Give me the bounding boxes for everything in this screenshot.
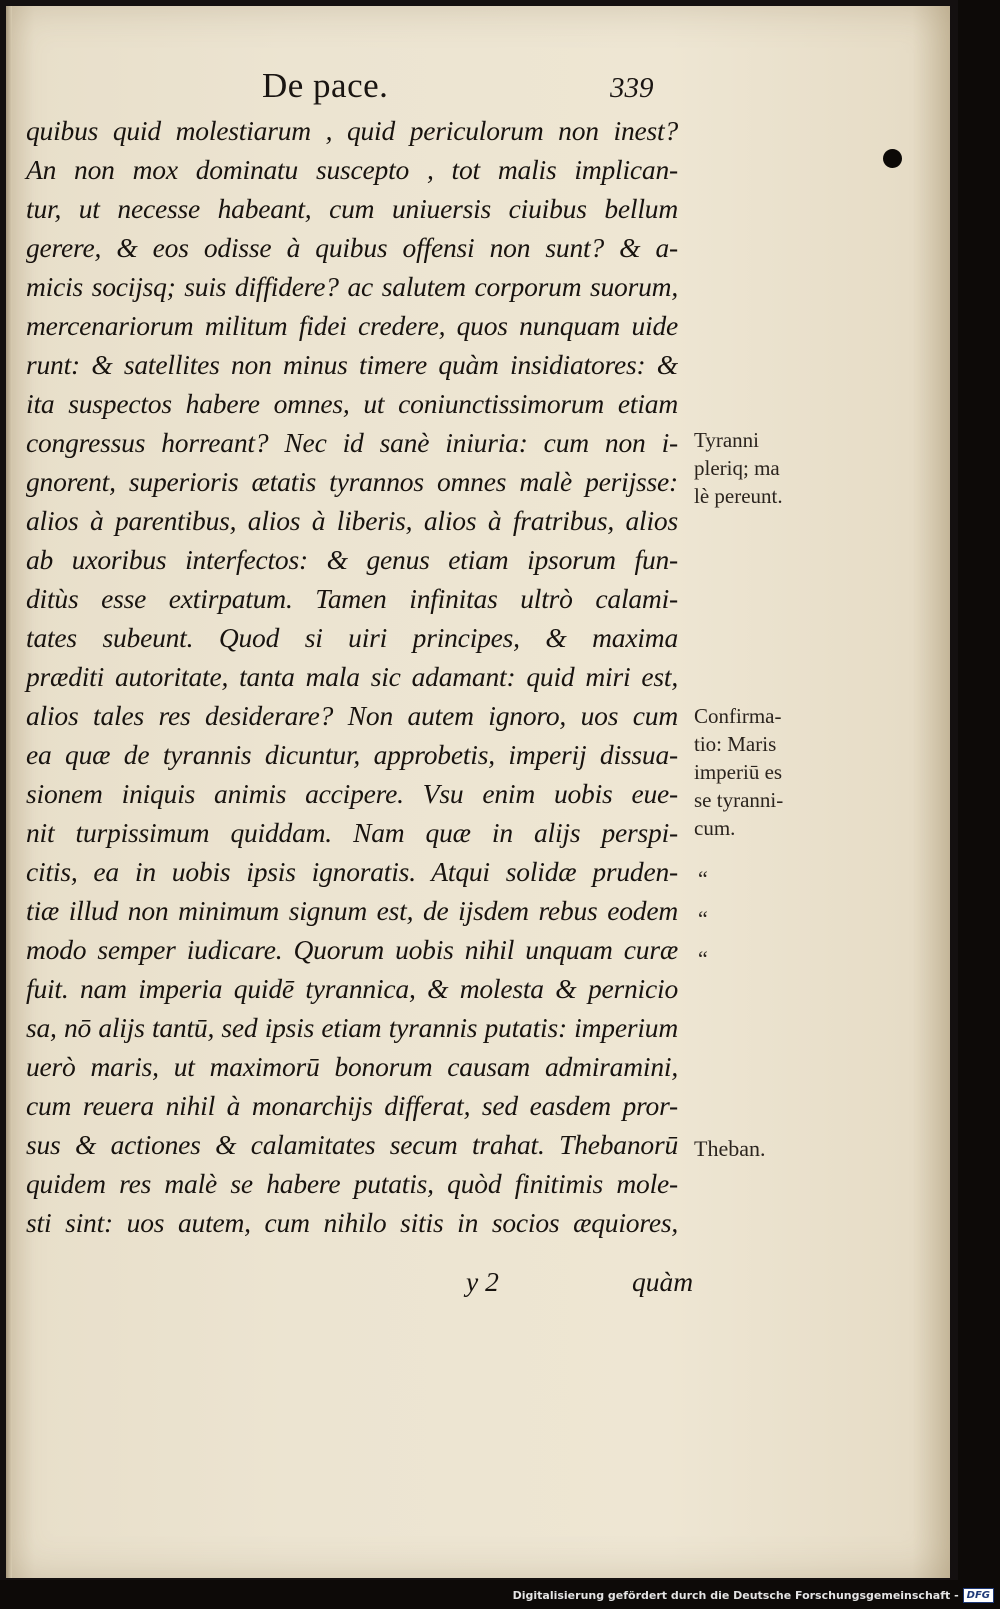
text-line: micis socijsq; suis diffidere? ac salutem corporum suorum, bbox=[26, 271, 678, 302]
marginal-note-confirmatio bbox=[694, 702, 783, 842]
book-page bbox=[6, 6, 950, 1578]
text-line: nit turpissimum quiddam. Nam quæ in alijs perspi- bbox=[26, 817, 678, 848]
text-line: alios à parentibus, alios à liberis, alios à fratribus, alios bbox=[26, 505, 678, 536]
text-line: quidem res malè se habere putatis, quòd finitimis mole- bbox=[26, 1168, 678, 1199]
text-line: ea quæ de tyrannis dicuntur, approbetis, imperij dissua- bbox=[26, 739, 678, 770]
text-line: sa, nō alijs tantū, sed ipsis etiam tyrannis putatis: imperium bbox=[26, 1012, 678, 1043]
page-edge bbox=[6, 6, 12, 1578]
text-line: tur, ut necesse habeant, cum uniuersis ciuibus bellum bbox=[26, 193, 678, 224]
catchword: quàm bbox=[632, 1266, 694, 1297]
quote-mark: “ bbox=[698, 906, 708, 931]
text-line: sus & actiones & calamitates secum trahat. Thebanorū bbox=[26, 1129, 678, 1160]
text-line: sionem iniquis animis accipere. Vsu enim uobis eue- bbox=[26, 778, 678, 809]
text-line: modo semper iudicare. Quorum uobis nihil unquam curæ bbox=[26, 934, 678, 965]
marginal-line: Theban. bbox=[694, 1136, 766, 1161]
text-line: mercenariorum militum fidei credere, quos nunquam uide bbox=[26, 310, 678, 341]
text-line: gnorent, superioris ætatis tyrannos omnes malè perijsse: bbox=[26, 466, 678, 497]
dfg-logo: DFG bbox=[963, 1588, 994, 1603]
text-line: alios tales res desiderare? Non autem ignoro, uos cum bbox=[26, 700, 678, 731]
text-line: ab uxoribus interfectos: & genus etiam ipsorum fun- bbox=[26, 544, 678, 575]
text-line: præditi autoritate, tanta mala sic adamant: quid miri est, bbox=[26, 661, 678, 692]
text-line: congressus horreant? Nec id sanè iniuria: cum non i- bbox=[26, 427, 678, 458]
text-line: gerere, & eos odisse à quibus offensi non sunt? & a- bbox=[26, 232, 678, 263]
text-line: sti sint: uos autem, cum nihilo sitis in socios æquiores, bbox=[26, 1207, 678, 1238]
marginal-line: pleriq; ma bbox=[694, 456, 780, 480]
marginal-line: tio: Maris bbox=[694, 732, 777, 756]
marginal-line: Confirma- bbox=[694, 704, 782, 728]
marginal-line: imperiū es bbox=[694, 760, 783, 784]
text-line: citis, ea in uobis ipsis ignoratis. Atqui solidæ pruden- bbox=[26, 856, 678, 887]
text-line: An non mox dominatu suscepto , tot malis implican- bbox=[26, 154, 678, 185]
marginal-line: cum. bbox=[694, 816, 736, 840]
text-line: ditùs esse extirpatum. Tamen infinitas ultrò calami- bbox=[26, 583, 678, 614]
text-line: tiæ illud non minimum signum est, de ijsdem rebus eodem bbox=[26, 895, 678, 926]
page-catchwords bbox=[26, 1266, 694, 1306]
marginal-note-theban bbox=[694, 1135, 765, 1163]
page-header bbox=[6, 66, 950, 116]
text-line: tates subeunt. Quod si uiri principes, & maxima bbox=[26, 622, 678, 653]
text-line: uerò maris, ut maximorū bonorum causam admiramini, bbox=[26, 1051, 678, 1082]
footer-credit: Digitalisierung gefördert durch die Deutsche Forschungsgemeinschaft - bbox=[512, 1588, 959, 1602]
text-line: runt: & satellites non minus timere quàm insidiatores: & bbox=[26, 349, 678, 380]
quote-mark: “ bbox=[698, 866, 708, 891]
ink-dot bbox=[883, 149, 902, 168]
text-line: cum reuera nihil à monarchijs differat, sed easdem pror- bbox=[26, 1090, 678, 1121]
body-text bbox=[26, 111, 678, 1242]
quote-mark: “ bbox=[698, 946, 708, 971]
running-head: De pace. bbox=[262, 66, 389, 105]
text-line: quibus quid molestiarum , quid periculorum non inest? bbox=[26, 115, 678, 146]
marginal-line: se tyranni- bbox=[694, 788, 784, 812]
text-line: fuit. nam imperia quidē tyrannica, & molesta & pernicio bbox=[26, 973, 678, 1004]
marginal-line: Tyranni bbox=[694, 428, 760, 452]
marginal-line: lè pereunt. bbox=[694, 484, 783, 508]
digitization-footer bbox=[513, 1584, 994, 1606]
text-line: ita suspectos habere omnes, ut coniunctissimorum etiam bbox=[26, 388, 678, 419]
signature-mark: y 2 bbox=[466, 1266, 499, 1297]
page-number: 339 bbox=[610, 72, 654, 104]
marginal-note-tyranni bbox=[694, 426, 783, 510]
